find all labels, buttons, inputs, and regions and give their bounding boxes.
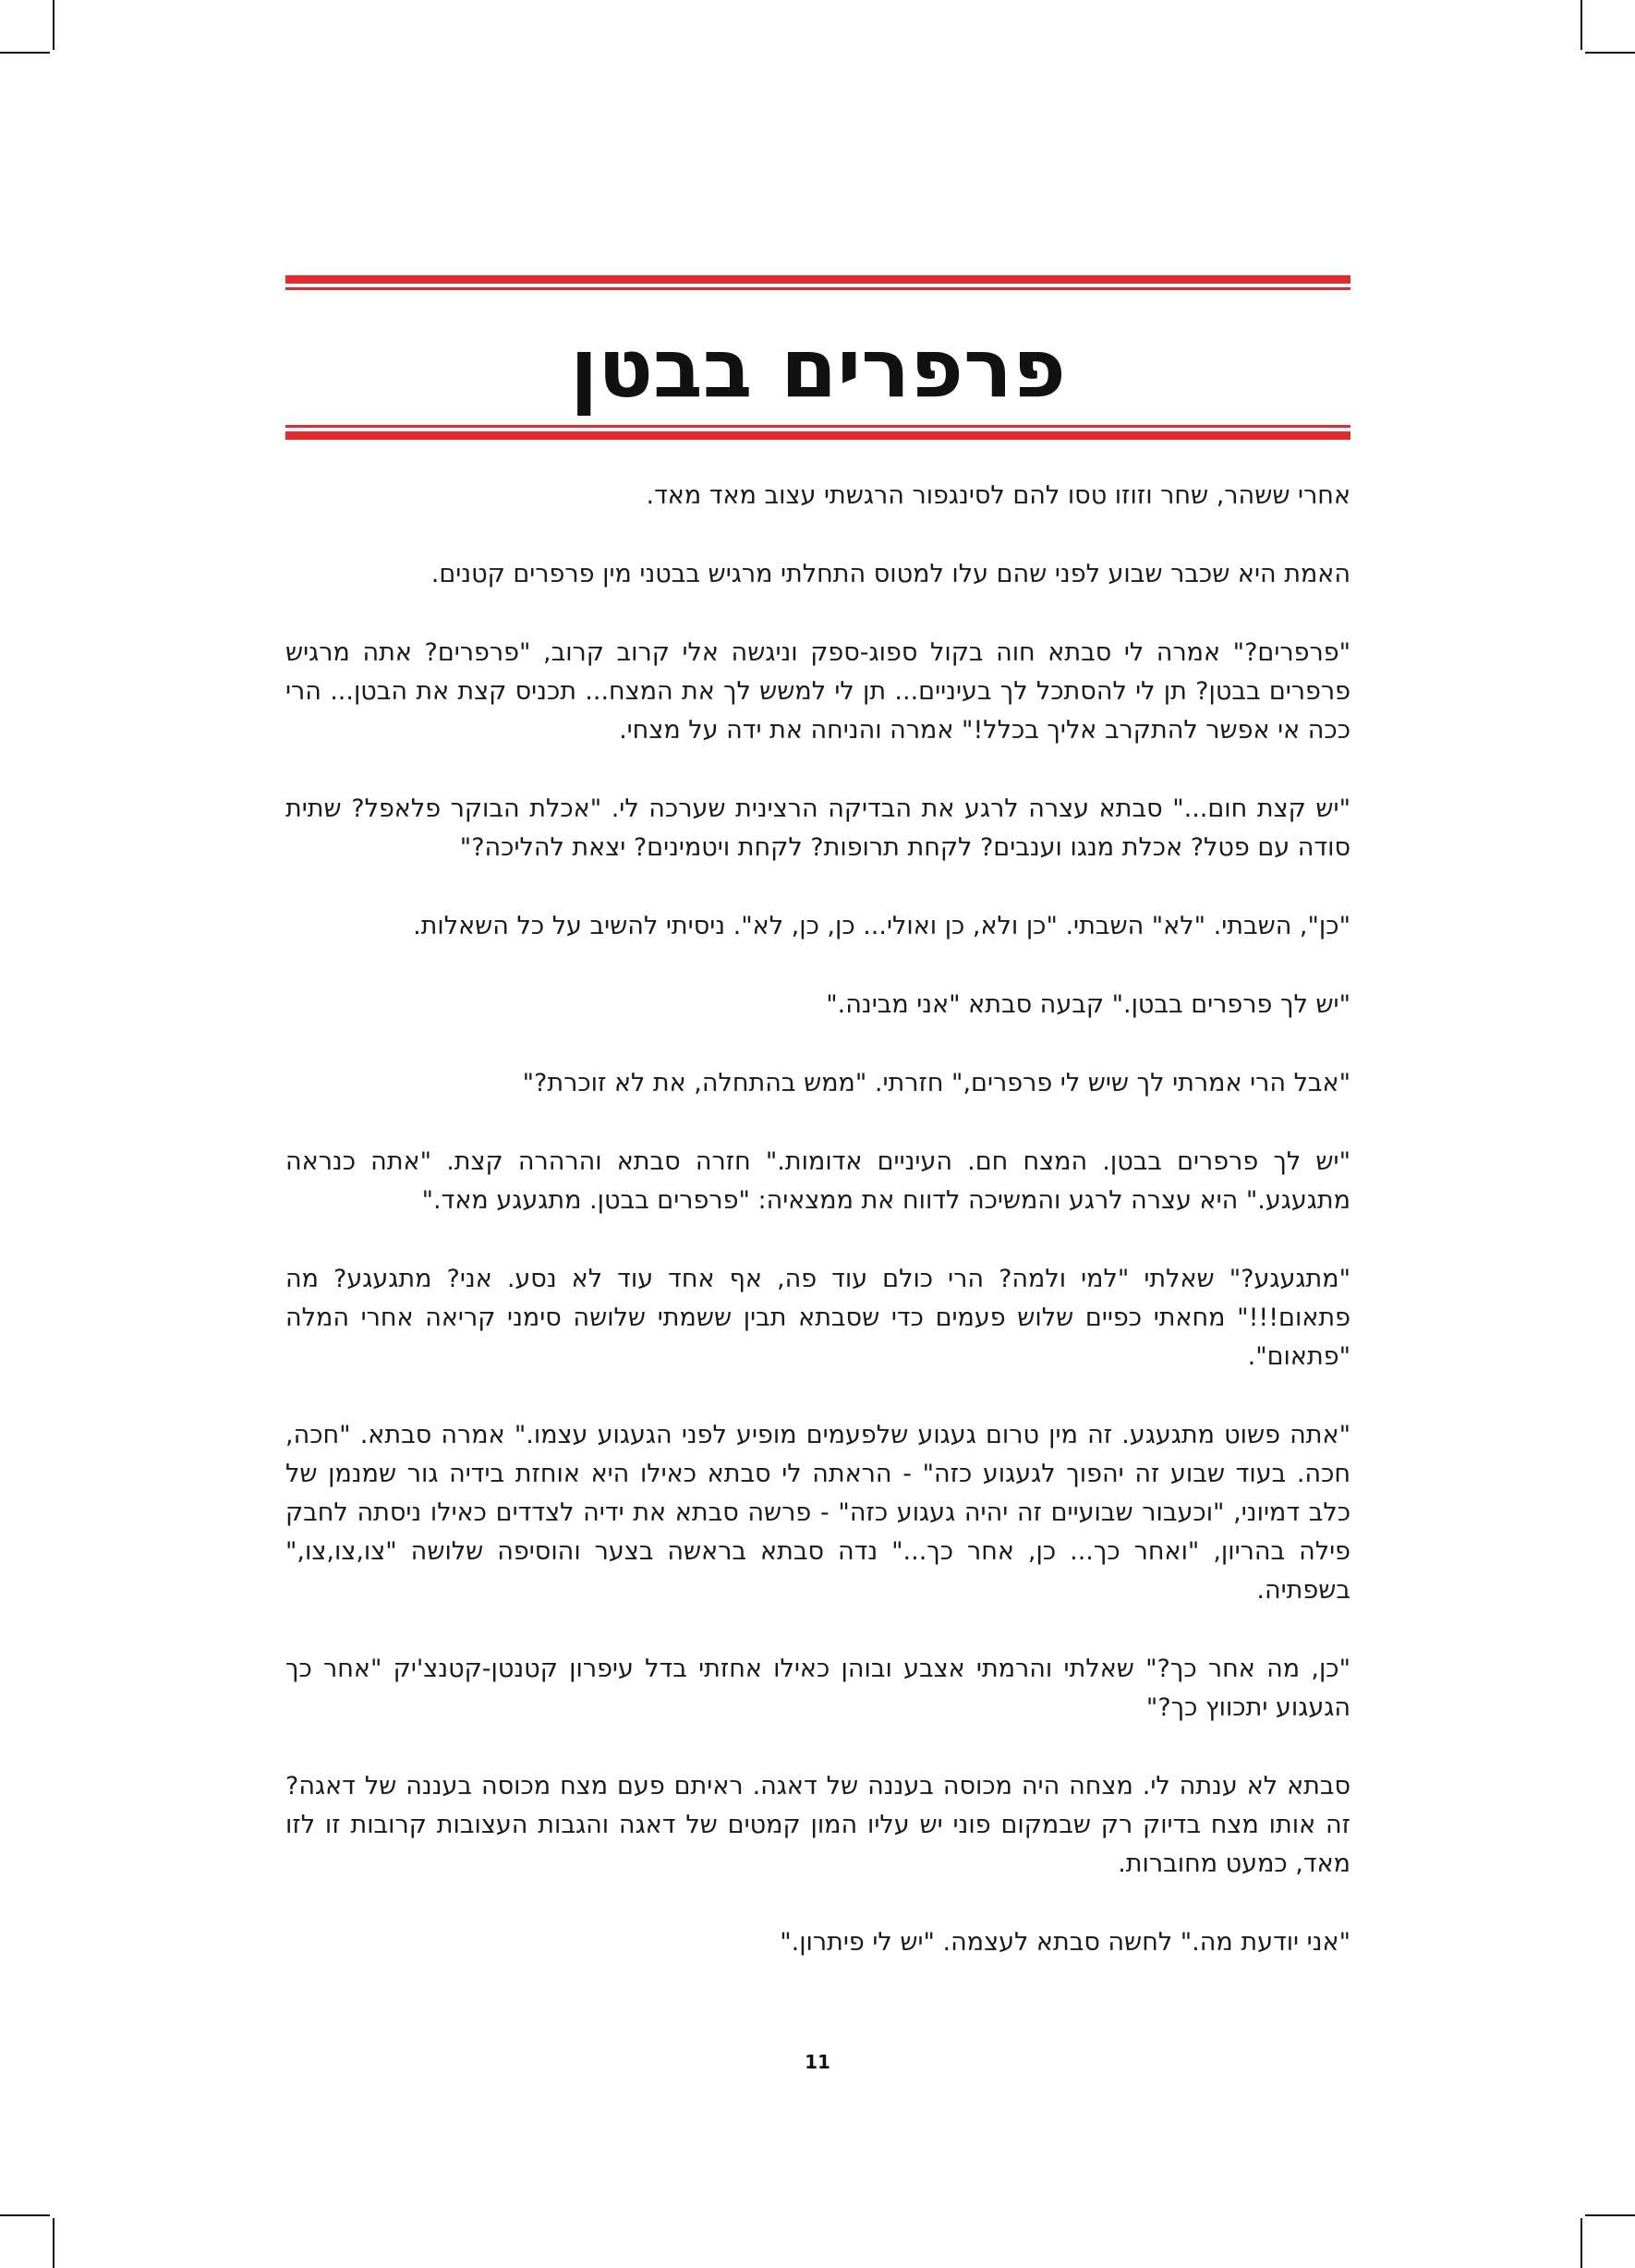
crop-mark-top-left-horizontal <box>0 52 50 54</box>
paragraph: אחרי ששהר, שחר וזוזו טסו להם לסינגפור הרגשתי עצוב מאד מאד. <box>646 481 1350 510</box>
paragraph: "כן, מה אחר כך?" שאלתי והרמתי אצבע ובוהן כאילו אחזתי בדל עיפרון קטנטן-קטנצ'יק "אחר כך הגעגוע יתכווץ כך?" <box>285 1655 1350 1722</box>
chapter-title: פרפרים בבטן <box>570 321 1066 416</box>
crop-mark-top-right-vertical <box>1580 0 1582 50</box>
paragraph: "כן", השבתי. "לא" השבתי. "כן ולא, כן ואולי... כן, כן, לא". ניסיתי להשיב על כל השאלות. <box>413 912 1350 940</box>
paragraph: האמת היא שכבר שבוע לפני שהם עלו למטוס התחלתי מרגיש בבטני מין פרפרים קטנים. <box>430 560 1350 588</box>
crop-mark-bottom-right-vertical <box>1580 2218 1582 2268</box>
title-rule-bottom <box>285 425 1350 440</box>
crop-mark-bottom-left-vertical <box>53 2218 54 2268</box>
paragraph: "יש לך פרפרים בבטן." קבעה סבתא "אני מבינה." <box>826 990 1350 1019</box>
crop-mark-bottom-right-horizontal <box>1585 2214 1635 2216</box>
paragraph: "אתה פשוט מתגעגע. זה מין טרום געגוע שלפעמים מופיע לפני הגעגוע עצמו." אמרה סבתא. "חכה, חכה. בעוד שבוע זה יהפוך לגעגוע כזה" - הראתה לי סבתא כאילו היא אוחזת בידיה גור שמנמן של כלב דמיוני, "וכעבור שבועיים זה יהיה געגוע כזה" - פרשה סבתא את ידיה לצדדים כאילו ניסתה לחבק פילה בהריון, "ואחר כך... כן, אחר כך..." נדה סבתא בראשה בצער והוסיפה שלושה "צו,צו,צו," בשפתיה. <box>285 1421 1350 1605</box>
crop-mark-top-right-horizontal <box>1585 52 1635 54</box>
paragraph: "אני יודעת מה." לחשה סבתא לעצמה. "יש לי פיתרון." <box>780 1928 1350 1957</box>
paragraph: "פרפרים?" אמרה לי סבתא חוה בקול ספוג-ספק וניגשה אלי קרוב קרוב, "פרפרים? אתה מרגיש פרפרים בבטן? תן לי להסתכל לך בעיניים... תן לי למשש לך את המצח... תכניס קצת את הבטן... הרי ככה אי אפשר להתקרב אליך בכלל!" אמרה והניחה את ידה על מצחי. <box>285 638 1350 745</box>
crop-mark-top-left-vertical <box>53 0 54 50</box>
crop-mark-bottom-left-horizontal <box>0 2214 50 2216</box>
page-number: 11 <box>805 2051 830 2073</box>
paragraph: "אבל הרי אמרתי לך שיש לי פרפרים," חזרתי. "ממש בהתחלה, את לא זוכרת?" <box>522 1069 1350 1098</box>
paragraph: "מתגעגע?" שאלתי "למי ולמה? הרי כולם עוד פה, אף אחד עוד לא נסע. אני? מתגעגע? מה פתאום!!!" מחאתי כפיים שלוש פעמים כדי שסבתא תבין ששמתי שלושה סימני קריאה אחרי המלה "פתאום". <box>285 1265 1350 1371</box>
paragraph: סבתא לא ענתה לי. מצחה היה מכוסה בעננה של דאגה. ראיתם פעם מצח מכוסה בעננה של דאגה? זה אותו מצח בדיוק רק שבמקום פוני יש עליו המון קמטים של דאגה והגבות העצובות קרובות זו לזו מאד, כמעט מחוברות. <box>285 1772 1350 1878</box>
paragraph: "יש לך פרפרים בבטן. המצח חם. העיניים אדומות." חזרה סבתא והרהרה קצת. "אתה כנראה מתגעגע." היא עצרה לרגע והמשיכה לדווח את ממצאיה: "פרפרים בבטן. מתגעגע מאד." <box>285 1147 1350 1215</box>
title-rule-top <box>285 275 1350 290</box>
paragraph: "יש קצת חום..." סבתא עצרה לרגע את הבדיקה הרצינית שערכה לי. "אכלת הבוקר פלאפל? שתית סודה עם פטל? אכלת מנגו וענבים? לקחת תרופות? לקחת ויטמינים? יצאת להליכה?" <box>285 794 1350 862</box>
chapter-body <box>285 477 1350 2002</box>
